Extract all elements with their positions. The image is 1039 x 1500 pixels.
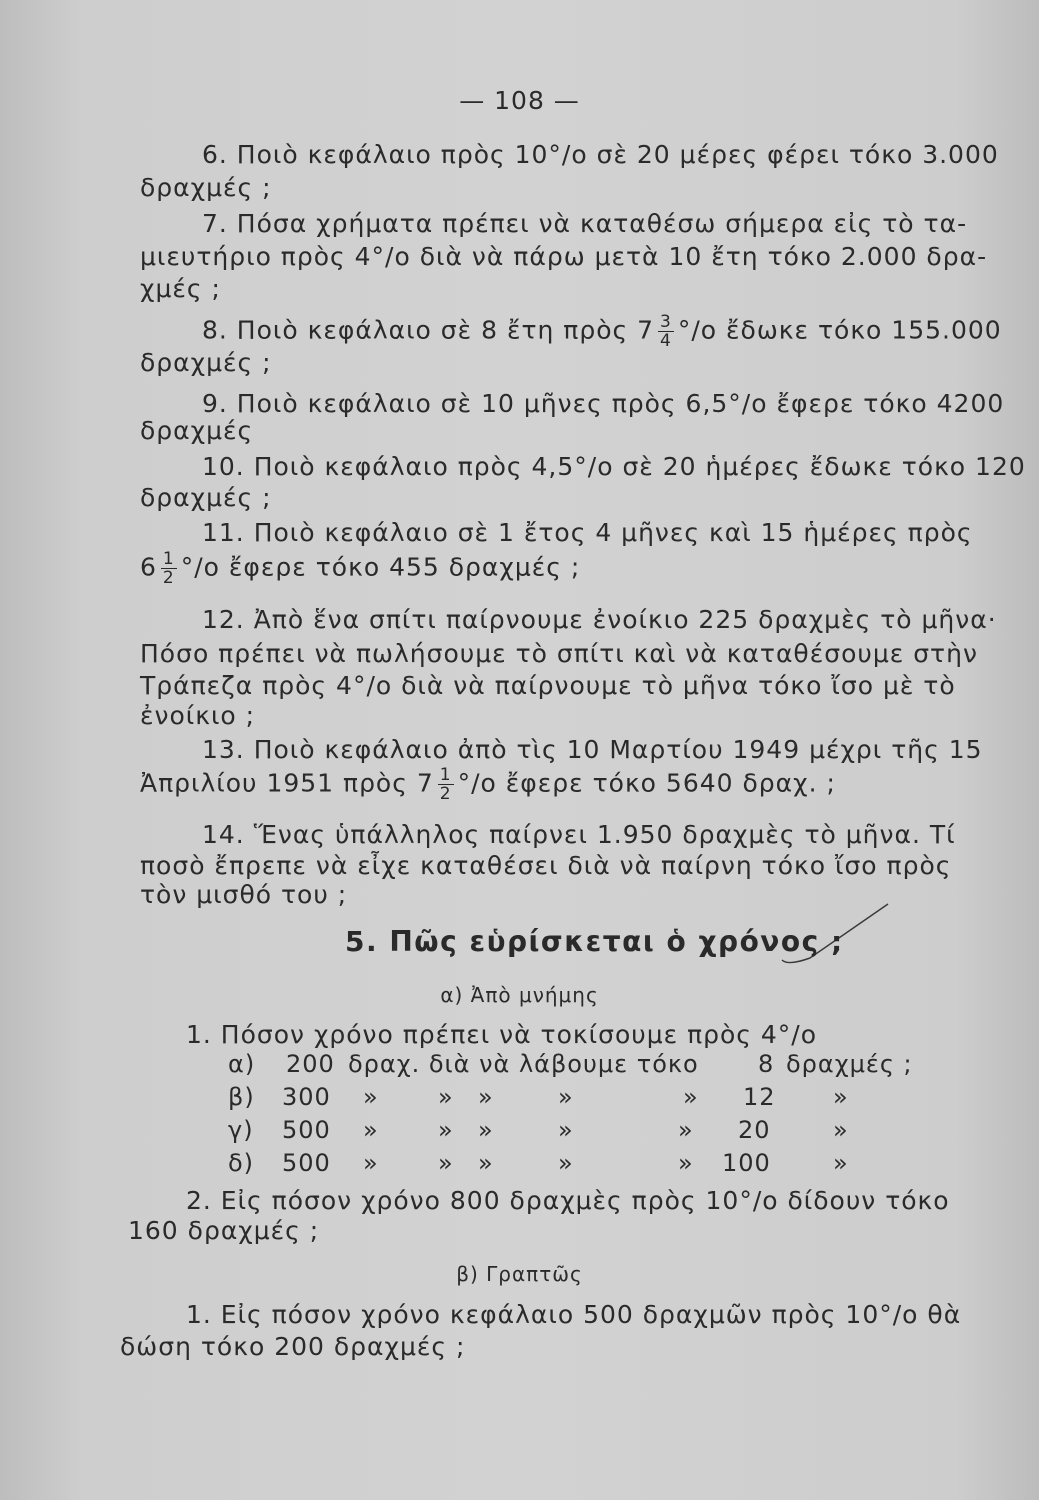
problem-14-line-2: ποσὸ ἔπρεπε νὰ εἶχε καταθέσει διὰ νὰ παίρνη τόκο ἴσο πρὸς xyxy=(140,851,952,880)
problem-10-line-2: δραχμές ; xyxy=(140,483,272,512)
row-label: δ) xyxy=(228,1149,255,1177)
table-row xyxy=(228,1083,1008,1116)
problem-12-line-2: Πόσο πρέπει νὰ πωλήσουμε τὸ σπίτι καὶ νὰ καταθέσουμε στὴν xyxy=(140,639,978,668)
ditto-mark: » xyxy=(678,1116,694,1144)
problem-12-line-4: ἐνοίκιο ; xyxy=(140,701,256,730)
ditto-mark: » xyxy=(363,1083,379,1111)
row-interest: 20 xyxy=(738,1116,771,1144)
ditto-mark: » xyxy=(478,1083,494,1111)
row-unit: δραχμές ; xyxy=(786,1050,913,1078)
page-number: — 108 — xyxy=(459,86,580,115)
fraction-one-half xyxy=(161,550,177,587)
problem-8-line-1 xyxy=(140,313,1039,350)
ditto-mark: » xyxy=(363,1116,379,1144)
problem-13-line-1: 13. Ποιὸ κεφάλαιο ἀπὸ τὶς 10 Μαρτίου 1949 μέχρι τῆς 15 xyxy=(202,735,983,764)
frac-den: 2 xyxy=(162,568,175,588)
row-amount: 500 xyxy=(282,1116,331,1144)
ditto-mark: » xyxy=(558,1083,574,1111)
frac-num: 1 xyxy=(162,549,175,569)
problem-7-line-2: μιευτήριο πρὸς 4°/ο διὰ νὰ πάρω μετὰ 10 ἔτη τόκο 2.000 δρα- xyxy=(140,242,988,271)
written-question-1-line-1: 1. Εἰς πόσον χρόνο κεφάλαιο 500 δραχμῶν πρὸς 10°/ο θὰ xyxy=(186,1300,962,1329)
problem-11-text-b: °/ο ἔφερε τόκο 455 δραχμές ; xyxy=(180,552,581,582)
row-label: γ) xyxy=(228,1116,254,1144)
ditto-mark: » xyxy=(478,1116,494,1144)
problem-9-line-1: 9. Ποιὸ κεφάλαιο σὲ 10 μῆνες πρὸς 6,5°/ο ἔφερε τόκο 4200 xyxy=(202,389,1005,418)
frac-num: 3 xyxy=(660,312,672,332)
problem-8-text-b: °/ο ἔδωκε τόκο 155.000 xyxy=(677,315,1002,345)
row-text: δραχ. διὰ νὰ λάβουμε τόκο xyxy=(348,1050,699,1078)
row-unit: » xyxy=(833,1116,849,1144)
problem-7-line-3: χμές ; xyxy=(140,274,221,303)
row-unit: » xyxy=(833,1149,849,1177)
row-label: β) xyxy=(228,1083,255,1111)
ditto-mark: » xyxy=(438,1083,454,1111)
frac-num: 1 xyxy=(439,765,452,785)
problem-13-line-2 xyxy=(140,766,1020,803)
problem-12-line-1: 12. Ἀπὸ ἕνα σπίτι παίρνουμε ἐνοίκιο 225 δραχμὲς τὸ μῆνα· xyxy=(202,605,997,634)
frac-den: 2 xyxy=(439,784,452,804)
problem-11-line-1: 11. Ποιὸ κεφάλαιο σὲ 1 ἔτος 4 μῆνες καὶ 15 ἡμέρες πρὸς xyxy=(202,518,973,547)
row-interest: 100 xyxy=(722,1149,771,1177)
problem-12-line-3: Τράπεζα πρὸς 4°/ο διὰ νὰ παίρνουμε τὸ μῆνα τόκο ἴσο μὲ τὸ xyxy=(140,671,956,700)
problem-9-line-2: δραχμές xyxy=(140,416,254,445)
problem-7-line-1: 7. Πόσα χρήματα πρέπει νὰ καταθέσω σήμερα εἰς τὸ τα- xyxy=(202,209,968,238)
subheading-b: β) Γραπτῶς xyxy=(456,1262,583,1286)
question-2-line-2: 160 δραχμές ; xyxy=(128,1216,320,1245)
question-2-line-1: 2. Εἰς πόσον χρόνο 800 δραχμὲς πρὸς 10°/ο δίδουν τόκο xyxy=(186,1186,950,1215)
problem-11-text-a: 6 xyxy=(140,552,157,582)
problem-13-text-b: °/ο ἔφερε τόκο 5640 δραχ. ; xyxy=(457,768,836,798)
problem-8-line-2: δραχμές ; xyxy=(140,348,272,377)
ditto-mark: » xyxy=(363,1149,379,1177)
subheading-a: α) Ἀπὸ μνήμης xyxy=(440,983,599,1007)
row-amount: 300 xyxy=(282,1083,331,1111)
table-row xyxy=(228,1116,1008,1149)
row-label: α) xyxy=(228,1050,256,1078)
row-interest: 12 xyxy=(743,1083,776,1111)
problem-6-line-2: δραχμές ; xyxy=(140,173,272,202)
question-1-line: 1. Πόσον χρόνο πρέπει νὰ τοκίσουμε πρὸς 4°/ο xyxy=(186,1020,818,1049)
written-question-1-line-2: δώση τόκο 200 δραχμές ; xyxy=(120,1332,466,1361)
problem-14-line-1: 14. Ἕνας ὑπάλληλος παίρνει 1.950 δραχμὲς τὸ μῆνα. Τί xyxy=(202,820,956,849)
ditto-mark: » xyxy=(558,1116,574,1144)
problem-11-line-2 xyxy=(140,550,1020,587)
row-amount: 200 xyxy=(286,1050,335,1078)
ditto-mark: » xyxy=(558,1149,574,1177)
exercise-table xyxy=(228,1050,1008,1182)
row-unit: » xyxy=(833,1083,849,1111)
table-row xyxy=(228,1050,1008,1083)
ditto-mark: » xyxy=(438,1149,454,1177)
ditto-mark: » xyxy=(678,1149,694,1177)
row-interest: 8 xyxy=(758,1050,775,1078)
problem-6-line-1: 6. Ποιὸ κεφάλαιο πρὸς 10°/ο σὲ 20 μέρες φέρει τόκο 3.000 xyxy=(202,140,999,169)
fraction-one-half xyxy=(438,766,454,803)
frac-den: 4 xyxy=(660,331,672,351)
row-amount: 500 xyxy=(282,1149,331,1177)
section-heading: 5. Πῶς εὑρίσκεται ὁ χρόνος ; xyxy=(345,925,844,958)
ditto-mark: » xyxy=(478,1149,494,1177)
ditto-mark: » xyxy=(683,1083,699,1111)
ditto-mark: » xyxy=(438,1116,454,1144)
fraction-three-quarters xyxy=(658,313,674,350)
problem-8-text-a: 8. Ποιὸ κεφάλαιο σὲ 8 ἔτη πρὸς 7 xyxy=(202,315,655,345)
table-row xyxy=(228,1149,1008,1182)
problem-14-line-3: τὸν μισθό του ; xyxy=(140,880,348,909)
problem-13-text-a: Ἀπριλίου 1951 πρὸς 7 xyxy=(140,768,434,798)
problem-10-line-1: 10. Ποιὸ κεφάλαιο πρὸς 4,5°/ο σὲ 20 ἡμέρες ἔδωκε τόκο 120 xyxy=(202,452,1026,481)
